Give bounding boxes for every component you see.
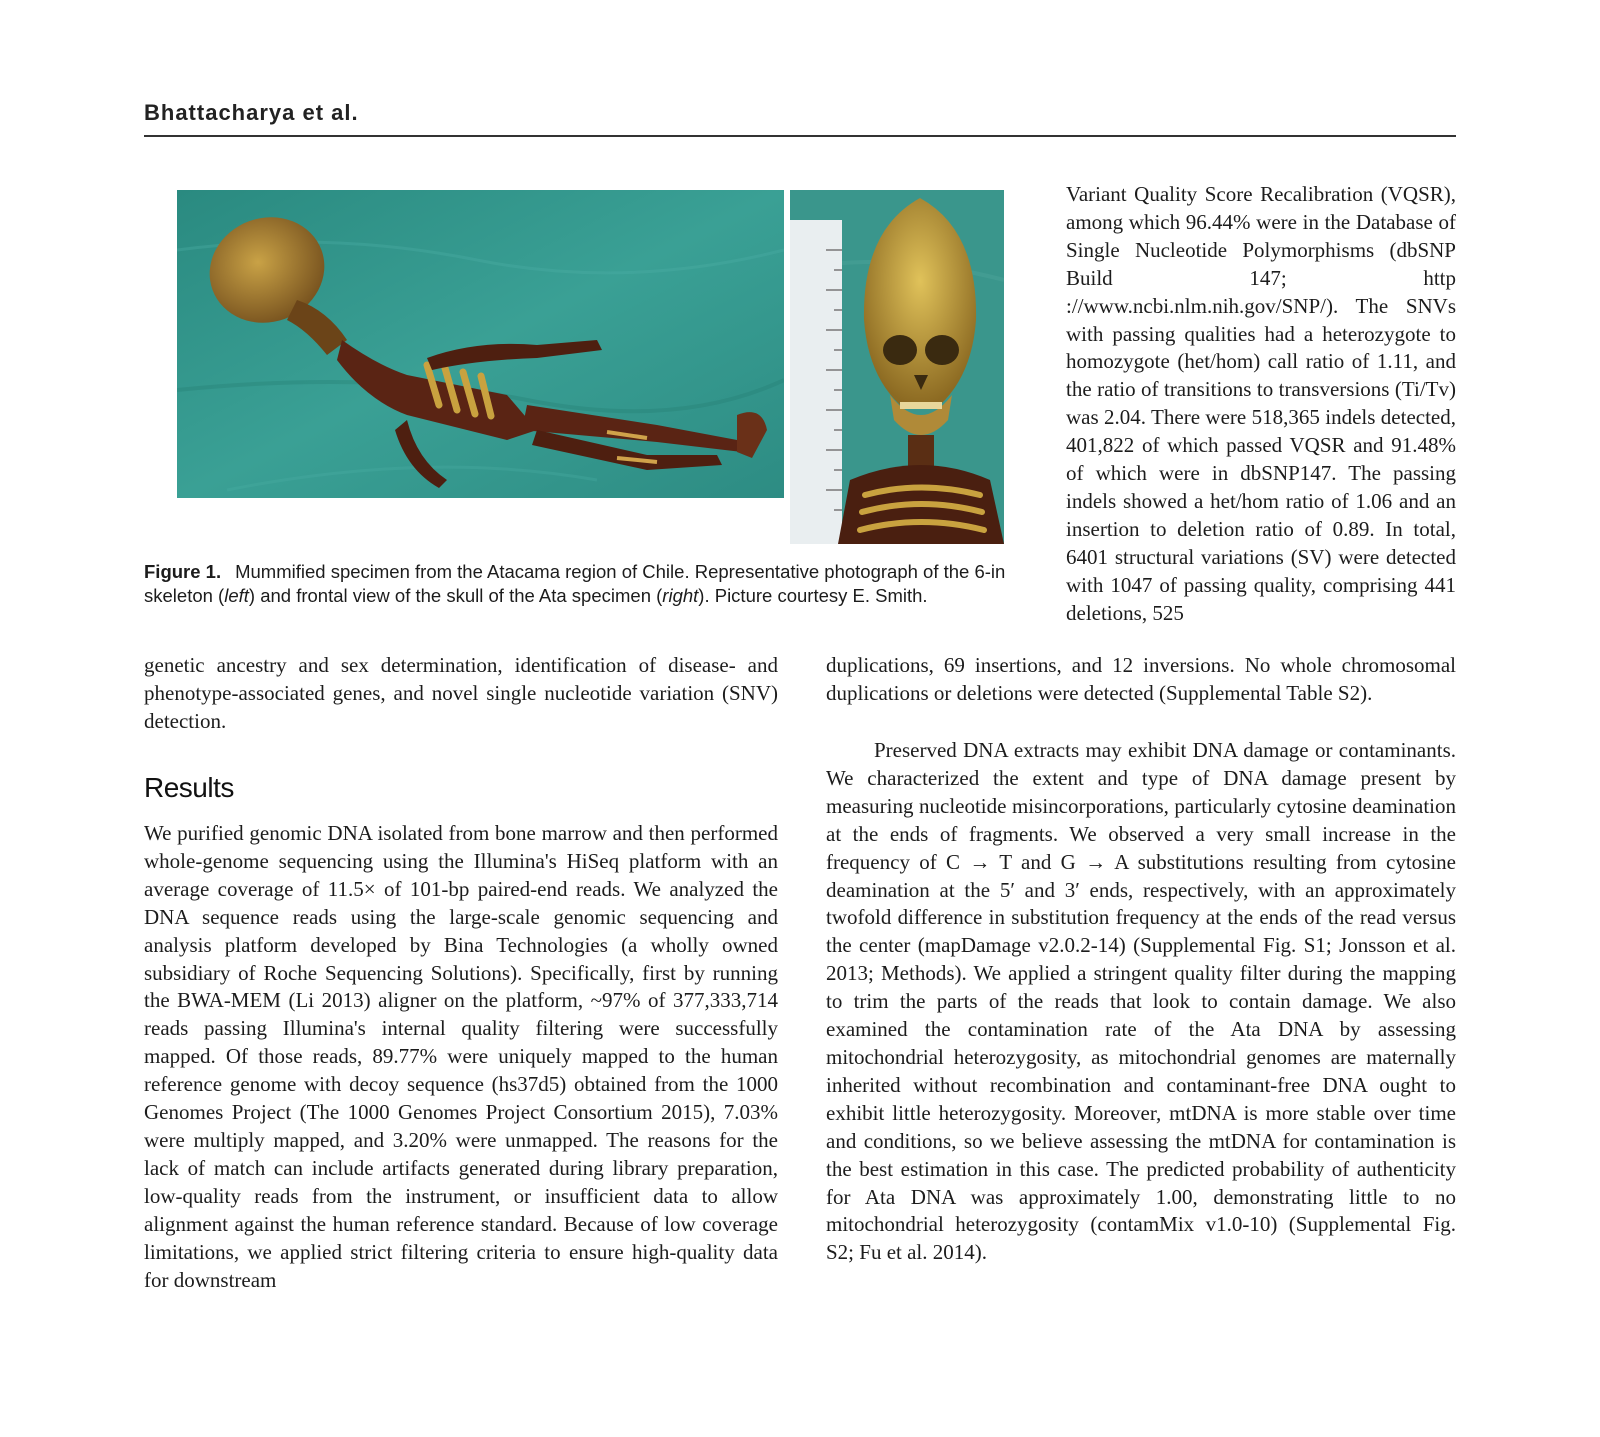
header-rule	[144, 135, 1456, 137]
caption-right-italic: right	[662, 585, 699, 606]
dna-damage-paragraph: Preserved DNA extracts may exhibit DNA damage or contaminants. We characterized the extent and type of DNA damage present by measuring nucleotide misincorporations, particularly cytosine deamination at the ends of fragments. We observed a very small increase in the frequency of C → T and G → A substitutions resulting from cytosine deamination at the 5′ and 3′ ends, respectively, with an approximately twofold difference in substitution frequency at the ends of the read versus the center (mapDamage v2.0.2-14) (Supplemental Fig. S1; Jonsson et al. 2013; Methods). We applied a stringent quality filter during the mapping to trim the parts of the reads that look to contain damage. We also examined the contamination rate of the Ata DNA by assessing mitochondrial heterozygosity, as mitochondrial genomes are maternally inherited without recombination and contaminant-free DNA ought to exhibit little heterozygosity. Moreover, mtDNA is more stable over time and conditions, so we believe assessing the mtDNA for contamination is the best estimation in this case. The predicted probability of authenticity for Ata DNA was approximately 1.00, demonstrating little to no mitochondrial heterozygosity (contamMix v1.0-10) (Supplemental Fig. S2; Fu et al. 2014).	[826, 738, 1456, 1265]
caption-text: Mummified specimen from the Atacama region of Chile. Representative photograph of the 6-in skeleton (	[144, 561, 1006, 606]
right-column-continued-paragraph: duplications, 69 insertions, and 12 inversions. No whole chromosomal duplications or deletions were detected (Supplemental Table S2).	[826, 653, 1456, 705]
caption-text-3: ). Picture courtesy E. Smith.	[698, 585, 928, 606]
running-head: Bhattacharya et al.	[144, 100, 359, 125]
results-paragraph: We purified genomic DNA isolated from bone marrow and then performed whole-genome sequencing using the Illumina's HiSeq platform with an average coverage of 11.5× of 101-bp paired-end reads. We analyzed the DNA sequence reads using the large-scale genomic sequencing and analysis platform developed by Bina Technologies (a wholly owned subsidiary of Roche Sequencing Solutions). Specifically, first by running the BWA-MEM (Li 2013) aligner on the platform, ~97% of 377,333,714 reads passing Illumina's internal quality filtering were successfully mapped. Of those reads, 89.77% were uniquely mapped to the human reference genome with decoy sequence (hs37d5) obtained from the 1000 Genomes Project (The 1000 Genomes Project Consortium 2015), 7.03% were multiply mapped, and 3.20% were unmapped. The reasons for the lack of match can include artifacts generated during library preparation, low-quality reads from the instrument, or insufficient data to allow alignment against the human reference standard. Because of low coverage limitations, we applied strict filtering criteria to ensure high-quality data for downstream	[144, 821, 778, 1292]
caption-left-italic: left	[224, 585, 249, 606]
results-heading: Results	[144, 772, 234, 803]
specimen-skull-photo	[790, 190, 1004, 544]
caption-text-2: ) and frontal view of the skull of the Ata specimen (	[248, 585, 663, 606]
right-column-top-paragraph: Variant Quality Score Recalibration (VQSR), among which 96.44% were in the Database of Single Nucleotide Polymorphisms (dbSNP Build 147; http ://www.ncbi.nlm.nih.gov/SNP/). The SNVs with passing qualities had a heterozygote to homozygote (het/hom) call ratio of 1.11, and the ratio of transitions to transversions (Ti/Tv) was 2.04. There were 518,365 indels detected, 401,822 of which passed VQSR and 91.48% of which were in dbSNP147. The passing indels showed a het/hom ratio of 1.06 and an insertion to deletion ratio of 0.89. In total, 6401 structural variations (SV) were detected with 1047 of passing quality, comprising 441 deletions, 525	[1066, 182, 1456, 625]
figure-caption	[144, 560, 1044, 608]
figure-label: Figure 1.	[144, 561, 222, 582]
specimen-skeleton-photo	[177, 190, 784, 498]
left-column-intro-paragraph: genetic ancestry and sex determination, identification of disease- and phenotype-associated genes, and novel single nucleotide variation (SNV) detection.	[144, 653, 778, 733]
